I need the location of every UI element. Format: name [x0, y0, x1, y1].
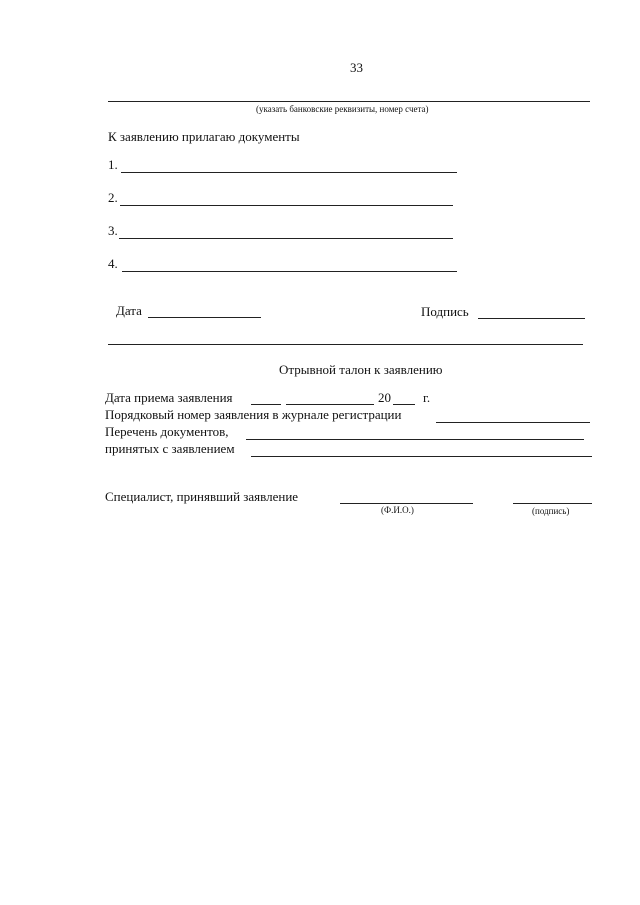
attachment-number-3: 3. [108, 223, 118, 238]
attachment-line-4 [122, 271, 457, 272]
attachment-line-3 [119, 238, 453, 239]
documents-line-2 [251, 456, 592, 457]
year-line [393, 404, 415, 405]
year-suffix: г. [423, 390, 431, 405]
attachment-number-4: 4. [108, 256, 118, 271]
specialist-label: Специалист, принявший заявление [105, 489, 299, 504]
date-line [148, 317, 261, 318]
attachment-number-2: 2. [108, 190, 118, 205]
bank-details-line [108, 101, 590, 102]
specialist-signature-line [513, 503, 592, 504]
documents-label-line1: Перечень документов, [105, 424, 229, 439]
register-number-line [436, 422, 590, 423]
page-number: 33 [350, 60, 363, 75]
date-received-label: Дата приема заявления [105, 390, 233, 405]
stub-title: Отрывной талон к заявлению [279, 362, 443, 377]
fio-caption: (Ф.И.О.) [381, 505, 414, 515]
attachment-line-2 [120, 205, 453, 206]
bank-details-caption: (указать банковские реквизиты, номер счета) [256, 104, 429, 114]
attachments-heading: К заявлению прилагаю документы [108, 129, 300, 144]
signature-label: Подпись [421, 304, 469, 319]
fio-line [340, 503, 473, 504]
documents-line-1 [246, 439, 584, 440]
attachment-line-1 [121, 172, 457, 173]
year-prefix: 20 [378, 390, 391, 405]
register-number-label: Порядковый номер заявления в журнале регистрации [105, 407, 402, 422]
date-received-month-line [286, 404, 374, 405]
date-received-day-line [251, 404, 281, 405]
attachment-number-1: 1. [108, 157, 118, 172]
documents-label-line2: принятых с заявлением [105, 441, 235, 456]
date-label: Дата [116, 303, 142, 318]
signature-line [478, 318, 585, 319]
tear-off-line [108, 344, 583, 345]
specialist-signature-caption: (подпись) [532, 506, 570, 516]
